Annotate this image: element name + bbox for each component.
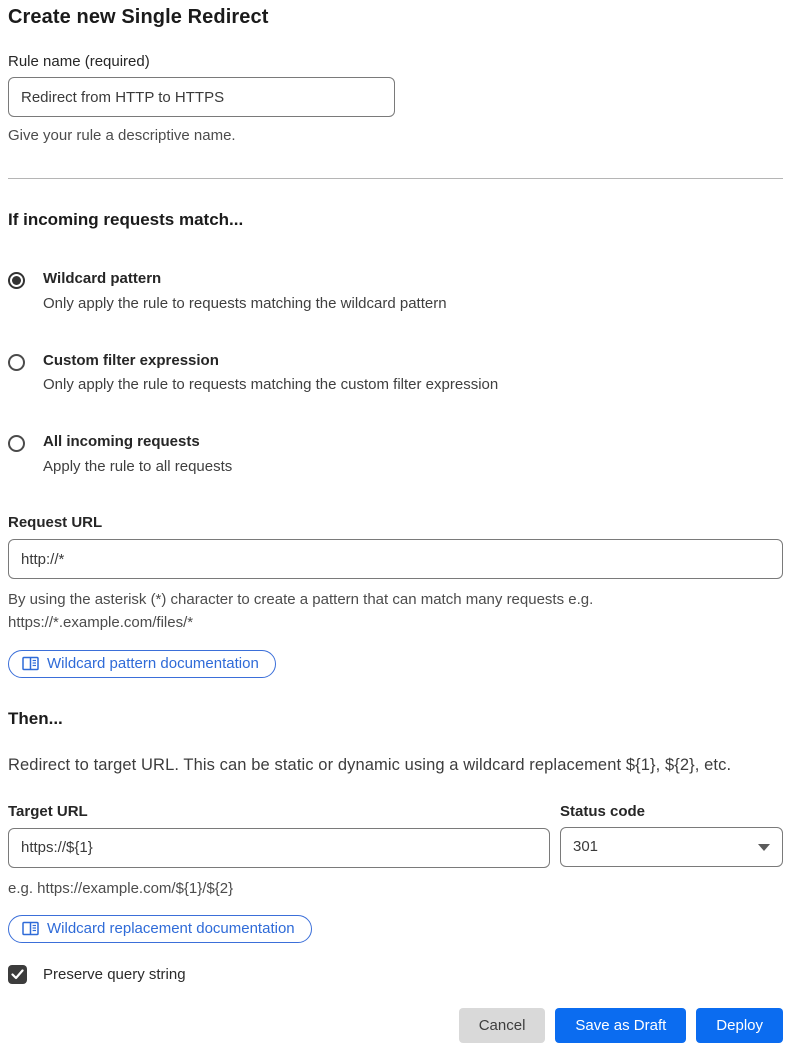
status-code-value: 301 xyxy=(573,838,599,855)
target-url-help: e.g. https://example.com/${1}/${2} xyxy=(8,879,234,897)
radio-description: Only apply the rule to requests matching the wildcard pattern xyxy=(43,295,447,312)
open-book-icon xyxy=(22,656,39,671)
radio-option-all-incoming-requests[interactable] xyxy=(8,433,783,476)
radio-option-custom-filter-expression[interactable] xyxy=(8,352,783,395)
rule-name-label: Rule name (required) xyxy=(8,53,150,70)
target-url-label: Target URL xyxy=(8,802,88,820)
cancel-button[interactable]: Cancel xyxy=(459,1008,546,1043)
radio-option-wildcard-pattern[interactable] xyxy=(8,270,783,313)
wildcard-pattern-docs-label: Wildcard pattern documentation xyxy=(47,655,259,672)
wildcard-pattern-docs-button[interactable] xyxy=(8,650,276,678)
radio-description: Apply the rule to all requests xyxy=(43,457,233,475)
form-actions xyxy=(8,1008,783,1043)
radio-label: Custom filter expression xyxy=(43,351,219,369)
radio-unselected-icon[interactable] xyxy=(8,354,25,371)
target-url-input[interactable] xyxy=(8,828,550,868)
page-title: Create new Single Redirect xyxy=(8,6,269,28)
target-url-row xyxy=(8,803,783,900)
status-code-label: Status code xyxy=(560,802,646,820)
request-url-input[interactable] xyxy=(8,539,783,579)
preserve-query-string-checkbox-row[interactable] xyxy=(8,965,783,984)
save-as-draft-button[interactable]: Save as Draft xyxy=(555,1008,686,1043)
then-section-description: Redirect to target URL. This can be static or dynamic using a wildcard replacement ${1}, ${2}, etc. xyxy=(8,755,732,774)
request-url-help-line2: https://*.example.com/files/* xyxy=(8,614,194,632)
rule-name-input[interactable] xyxy=(8,77,395,117)
deploy-button[interactable]: Deploy xyxy=(696,1008,783,1043)
request-url-help-line1: By using the asterisk (*) character to create a pattern that can match many requests e.g. xyxy=(8,591,594,608)
request-url-help xyxy=(8,588,783,635)
radio-selected-icon[interactable] xyxy=(8,272,25,289)
then-section-heading: Then... xyxy=(8,708,63,728)
radio-label: All incoming requests xyxy=(43,432,200,450)
radio-description: Only apply the rule to requests matching the custom filter expression xyxy=(43,376,499,394)
radio-label: Wildcard pattern xyxy=(43,270,162,288)
status-code-select[interactable] xyxy=(560,827,783,867)
wildcard-replacement-docs-label: Wildcard replacement documentation xyxy=(47,920,295,938)
rule-name-help: Give your rule a descriptive name. xyxy=(8,127,236,144)
chevron-down-icon xyxy=(758,844,770,851)
open-book-icon xyxy=(22,921,39,936)
request-url-label: Request URL xyxy=(8,514,103,531)
radio-unselected-icon[interactable] xyxy=(8,435,25,452)
match-section-heading: If incoming requests match... xyxy=(8,210,244,230)
preserve-query-string-label: Preserve query string xyxy=(43,965,186,983)
section-divider xyxy=(8,178,783,179)
match-type-radio-group xyxy=(8,270,783,476)
wildcard-replacement-docs-button[interactable] xyxy=(8,915,312,943)
checkbox-checked-icon[interactable] xyxy=(8,965,27,984)
